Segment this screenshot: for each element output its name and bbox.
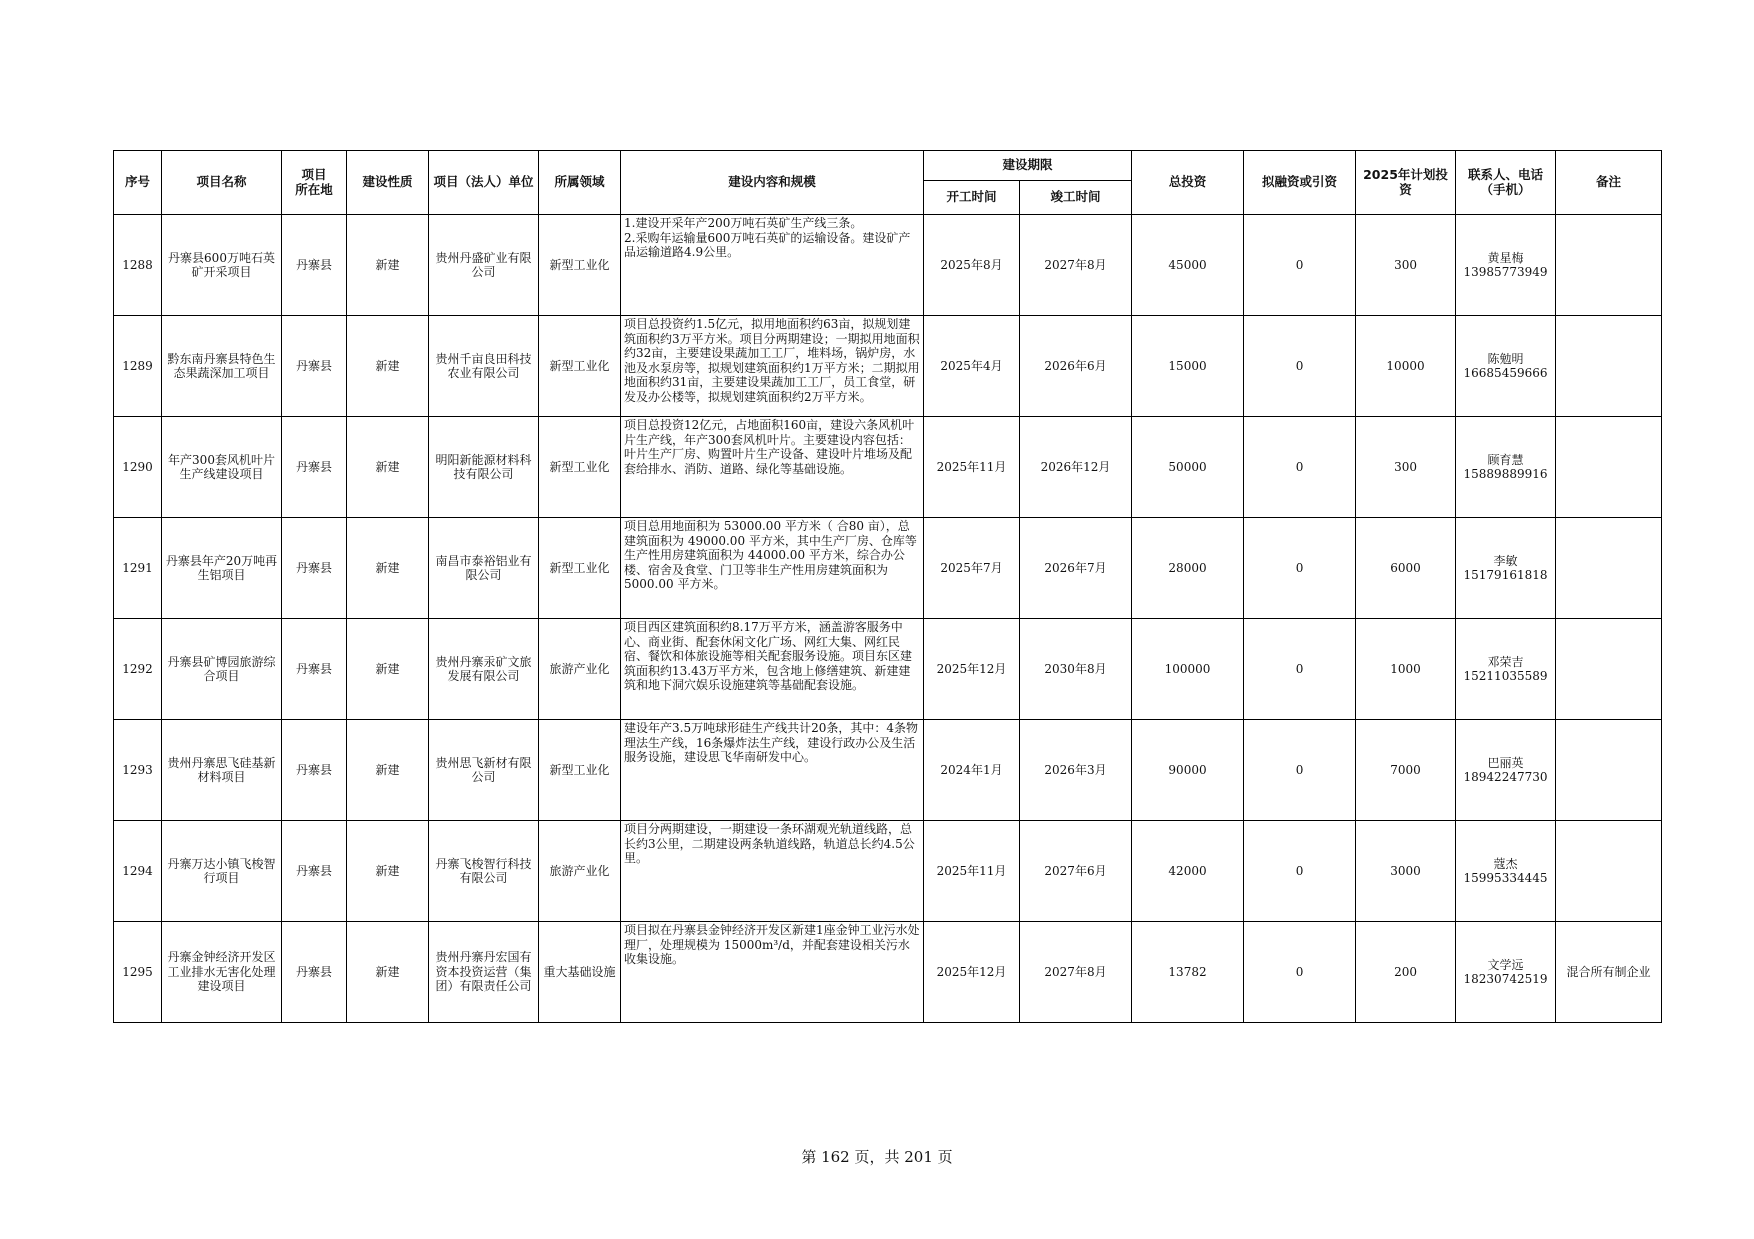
header-period: 建设期限 xyxy=(924,151,1132,181)
cell-end: 2026年12月 xyxy=(1020,417,1132,518)
contact-name: 顾育慧 xyxy=(1487,452,1524,467)
cell-field: 旅游产业化 xyxy=(539,821,621,922)
table-body xyxy=(114,215,1662,1023)
cell-field: 新型工业化 xyxy=(539,720,621,821)
cell-start: 2025年4月 xyxy=(924,316,1020,417)
cell-field: 新型工业化 xyxy=(539,316,621,417)
cell-plan2025: 300 xyxy=(1356,417,1456,518)
cell-project-name: 丹寨金钟经济开发区工业排水无害化处理建设项目 xyxy=(162,922,282,1023)
cell-project-name: 丹寨县矿博园旅游综合项目 xyxy=(162,619,282,720)
header-location: 项目 所在地 xyxy=(282,151,347,215)
contact-phone: 15179161818 xyxy=(1463,568,1548,582)
cell-total: 90000 xyxy=(1132,720,1244,821)
cell-unit: 贵州丹盛矿业有限公司 xyxy=(429,215,539,316)
cell-unit: 贵州思飞新材有限公司 xyxy=(429,720,539,821)
cell-contact xyxy=(1456,316,1556,417)
header-field: 所属领域 xyxy=(539,151,621,215)
content-text: 项目拟在丹寨县金钟经济开发区新建1座金钟工业污水处理厂，处理规模为 15000m³/d，并配套建设相关污水收集设施。 xyxy=(624,923,920,966)
header-plan2025: 2025年计划投资 xyxy=(1356,151,1456,215)
contact-phone: 15889889916 xyxy=(1463,467,1548,481)
contact-name: 陈勉明 xyxy=(1487,351,1524,366)
cell-location: 丹寨县 xyxy=(282,316,347,417)
contact-name: 李敏 xyxy=(1493,553,1518,568)
contact-name: 黄星梅 xyxy=(1487,250,1524,265)
cell-financing: 0 xyxy=(1244,922,1356,1023)
page-footer: 第 162 页，共 201 页 xyxy=(801,1148,953,1166)
cell-financing: 0 xyxy=(1244,316,1356,417)
content-text: 项目西区建筑面积约8.17万平方米，涵盖游客服务中心、商业街、配套休闲文化广场、网红大集、网红民宿、餐饮和体旅设施等相关配套服务设施。项目东区建筑面积约13.43万平方米，包含地上修缮建筑、新建建筑和地下洞穴娱乐设施建筑等基础配套设施。 xyxy=(624,620,913,692)
cell-start: 2024年1月 xyxy=(924,720,1020,821)
cell-total: 15000 xyxy=(1132,316,1244,417)
cell-end: 2027年8月 xyxy=(1020,922,1132,1023)
cell-contact xyxy=(1456,417,1556,518)
cell-content xyxy=(621,417,924,518)
contact-phone: 18942247730 xyxy=(1463,770,1548,784)
project-table xyxy=(113,150,1662,1023)
cell-location: 丹寨县 xyxy=(282,215,347,316)
cell-start: 2025年12月 xyxy=(924,619,1020,720)
cell-project-name: 年产300套风机叶片生产线建设项目 xyxy=(162,417,282,518)
header-nature: 建设性质 xyxy=(347,151,429,215)
cell-total: 42000 xyxy=(1132,821,1244,922)
cell-end: 2030年8月 xyxy=(1020,619,1132,720)
cell-financing: 0 xyxy=(1244,215,1356,316)
contact-name: 巴丽英 xyxy=(1487,755,1524,770)
table-row xyxy=(114,316,1662,417)
cell-start: 2025年12月 xyxy=(924,922,1020,1023)
content-text: 项目总投资12亿元，占地面积160亩，建设六条风机叶片生产线，年产300套风机叶片。主要建设内容包括：叶片生产厂房、购置叶片生产设备、建设叶片堆场及配套给排水、消防、道路、绿化等基础设施。 xyxy=(624,418,915,476)
cell-start: 2025年11月 xyxy=(924,821,1020,922)
header-total: 总投资 xyxy=(1132,151,1244,215)
cell-contact xyxy=(1456,821,1556,922)
cell-remark xyxy=(1556,417,1662,518)
header-seq: 序号 xyxy=(114,151,162,215)
cell-plan2025: 1000 xyxy=(1356,619,1456,720)
cell-contact xyxy=(1456,720,1556,821)
cell-unit: 南昌市泰裕铝业有限公司 xyxy=(429,518,539,619)
cell-financing: 0 xyxy=(1244,720,1356,821)
cell-field: 新型工业化 xyxy=(539,518,621,619)
table-row xyxy=(114,417,1662,518)
table-row xyxy=(114,518,1662,619)
cell-total: 100000 xyxy=(1132,619,1244,720)
cell-content xyxy=(621,922,924,1023)
contact-name: 文学远 xyxy=(1487,957,1524,972)
cell-seq: 1290 xyxy=(114,417,162,518)
table-row xyxy=(114,619,1662,720)
cell-seq: 1295 xyxy=(114,922,162,1023)
cell-end: 2026年3月 xyxy=(1020,720,1132,821)
content-text: 项目分两期建设，一期建设一条环湖观光轨道线路，总长约3公里，二期建设两条轨道线路，轨道总长约4.5公里。 xyxy=(624,822,915,865)
cell-field: 重大基础设施 xyxy=(539,922,621,1023)
cell-seq: 1293 xyxy=(114,720,162,821)
cell-financing: 0 xyxy=(1244,821,1356,922)
cell-project-name: 丹寨县年产20万吨再生铝项目 xyxy=(162,518,282,619)
cell-seq: 1288 xyxy=(114,215,162,316)
content-text: 1.建设开采年产200万吨石英矿生产线三条。 2.采购年运输量600万吨石英矿的运输设备。建设矿产品运输道路4.9公里。 xyxy=(624,216,911,259)
cell-start: 2025年8月 xyxy=(924,215,1020,316)
cell-seq: 1294 xyxy=(114,821,162,922)
cell-location: 丹寨县 xyxy=(282,619,347,720)
cell-end: 2027年6月 xyxy=(1020,821,1132,922)
cell-end: 2026年6月 xyxy=(1020,316,1132,417)
cell-plan2025: 7000 xyxy=(1356,720,1456,821)
cell-start: 2025年11月 xyxy=(924,417,1020,518)
cell-project-name: 贵州丹寨思飞硅基新材料项目 xyxy=(162,720,282,821)
cell-seq: 1292 xyxy=(114,619,162,720)
cell-contact xyxy=(1456,518,1556,619)
contact-phone: 15995334445 xyxy=(1463,871,1548,885)
cell-nature: 新建 xyxy=(347,720,429,821)
cell-contact xyxy=(1456,619,1556,720)
cell-remark xyxy=(1556,518,1662,619)
cell-nature: 新建 xyxy=(347,417,429,518)
cell-field: 新型工业化 xyxy=(539,215,621,316)
cell-unit: 贵州丹寨汞矿文旅发展有限公司 xyxy=(429,619,539,720)
cell-field: 旅游产业化 xyxy=(539,619,621,720)
table-row xyxy=(114,922,1662,1023)
cell-unit: 丹寨飞梭智行科技有限公司 xyxy=(429,821,539,922)
contact-phone: 13985773949 xyxy=(1463,265,1548,279)
header-end: 竣工时间 xyxy=(1020,181,1132,215)
cell-seq: 1289 xyxy=(114,316,162,417)
cell-content xyxy=(621,619,924,720)
cell-plan2025: 3000 xyxy=(1356,821,1456,922)
cell-nature: 新建 xyxy=(347,619,429,720)
cell-remark xyxy=(1556,215,1662,316)
cell-plan2025: 10000 xyxy=(1356,316,1456,417)
cell-nature: 新建 xyxy=(347,821,429,922)
cell-contact xyxy=(1456,922,1556,1023)
cell-project-name: 丹寨万达小镇飞梭智行项目 xyxy=(162,821,282,922)
contact-phone: 16685459666 xyxy=(1463,366,1548,380)
cell-end: 2026年7月 xyxy=(1020,518,1132,619)
cell-location: 丹寨县 xyxy=(282,518,347,619)
cell-seq: 1291 xyxy=(114,518,162,619)
contact-phone: 15211035589 xyxy=(1463,669,1548,683)
cell-content xyxy=(621,720,924,821)
cell-unit: 贵州千亩良田科技农业有限公司 xyxy=(429,316,539,417)
cell-start: 2025年7月 xyxy=(924,518,1020,619)
cell-content xyxy=(621,518,924,619)
cell-remark xyxy=(1556,619,1662,720)
header-contact: 联系人、电话（手机） xyxy=(1456,151,1556,215)
cell-location: 丹寨县 xyxy=(282,417,347,518)
cell-project-name: 丹寨县600万吨石英矿开采项目 xyxy=(162,215,282,316)
table-row xyxy=(114,720,1662,821)
cell-total: 45000 xyxy=(1132,215,1244,316)
header-unit: 项目（法人）单位 xyxy=(429,151,539,215)
content-text: 项目总用地面积为 53000.00 平方米（ 合80 亩），总建筑面积为 49000.00 平方米，其中生产厂房、仓库等生产性用房建筑面积为 44000.00 平方米，综合办公楼、宿舍及食堂、门卫等非生产性用房建筑面积为 5000.00 平方米。 xyxy=(624,519,917,591)
table-row xyxy=(114,215,1662,316)
contact-name: 邓荣吉 xyxy=(1487,654,1524,669)
header-start: 开工时间 xyxy=(924,181,1020,215)
cell-nature: 新建 xyxy=(347,518,429,619)
cell-total: 50000 xyxy=(1132,417,1244,518)
cell-plan2025: 200 xyxy=(1356,922,1456,1023)
cell-financing: 0 xyxy=(1244,619,1356,720)
cell-unit: 贵州丹寨丹宏国有资本投资运营（集团）有限责任公司 xyxy=(429,922,539,1023)
cell-contact xyxy=(1456,215,1556,316)
header-remark: 备注 xyxy=(1556,151,1662,215)
header-name: 项目名称 xyxy=(162,151,282,215)
cell-remark xyxy=(1556,316,1662,417)
cell-end: 2027年8月 xyxy=(1020,215,1132,316)
header-content: 建设内容和规模 xyxy=(621,151,924,215)
cell-content xyxy=(621,215,924,316)
cell-nature: 新建 xyxy=(347,922,429,1023)
content-text: 项目总投资约1.5亿元，拟用地面积约63亩，拟规划建筑面积约3万平方米。项目分两期建设；一期拟用地面积约32亩，主要建设果蔬加工工厂，堆料场，锅炉房，水池及水泵房等，拟规划建筑面积约1万平方米；二期拟用地面积约31亩，主要建设果蔬加工工厂，员工食堂，研发及办公楼等，拟规划建筑面积约2万平方米。 xyxy=(624,317,920,404)
header-financing: 拟融资或引资 xyxy=(1244,151,1356,215)
cell-plan2025: 300 xyxy=(1356,215,1456,316)
cell-nature: 新建 xyxy=(347,316,429,417)
cell-unit: 明阳新能源材料科技有限公司 xyxy=(429,417,539,518)
cell-total: 13782 xyxy=(1132,922,1244,1023)
cell-financing: 0 xyxy=(1244,518,1356,619)
table-header xyxy=(114,151,1662,215)
cell-location: 丹寨县 xyxy=(282,922,347,1023)
cell-financing: 0 xyxy=(1244,417,1356,518)
cell-content xyxy=(621,821,924,922)
cell-location: 丹寨县 xyxy=(282,821,347,922)
cell-nature: 新建 xyxy=(347,215,429,316)
contact-phone: 18230742519 xyxy=(1463,972,1548,986)
cell-remark xyxy=(1556,720,1662,821)
content-text: 建设年产3.5万吨球形硅生产线共计20条，其中：4条物理法生产线，16条爆炸法生产线，建设行政办公及生活服务设施，建设思飞华南研发中心。 xyxy=(624,721,918,764)
cell-location: 丹寨县 xyxy=(282,720,347,821)
cell-remark: 混合所有制企业 xyxy=(1556,922,1662,1023)
cell-total: 28000 xyxy=(1132,518,1244,619)
cell-content xyxy=(621,316,924,417)
table-row xyxy=(114,821,1662,922)
cell-field: 新型工业化 xyxy=(539,417,621,518)
cell-project-name: 黔东南丹寨县特色生态果蔬深加工项目 xyxy=(162,316,282,417)
cell-remark xyxy=(1556,821,1662,922)
cell-plan2025: 6000 xyxy=(1356,518,1456,619)
contact-name: 蔻杰 xyxy=(1493,856,1518,871)
